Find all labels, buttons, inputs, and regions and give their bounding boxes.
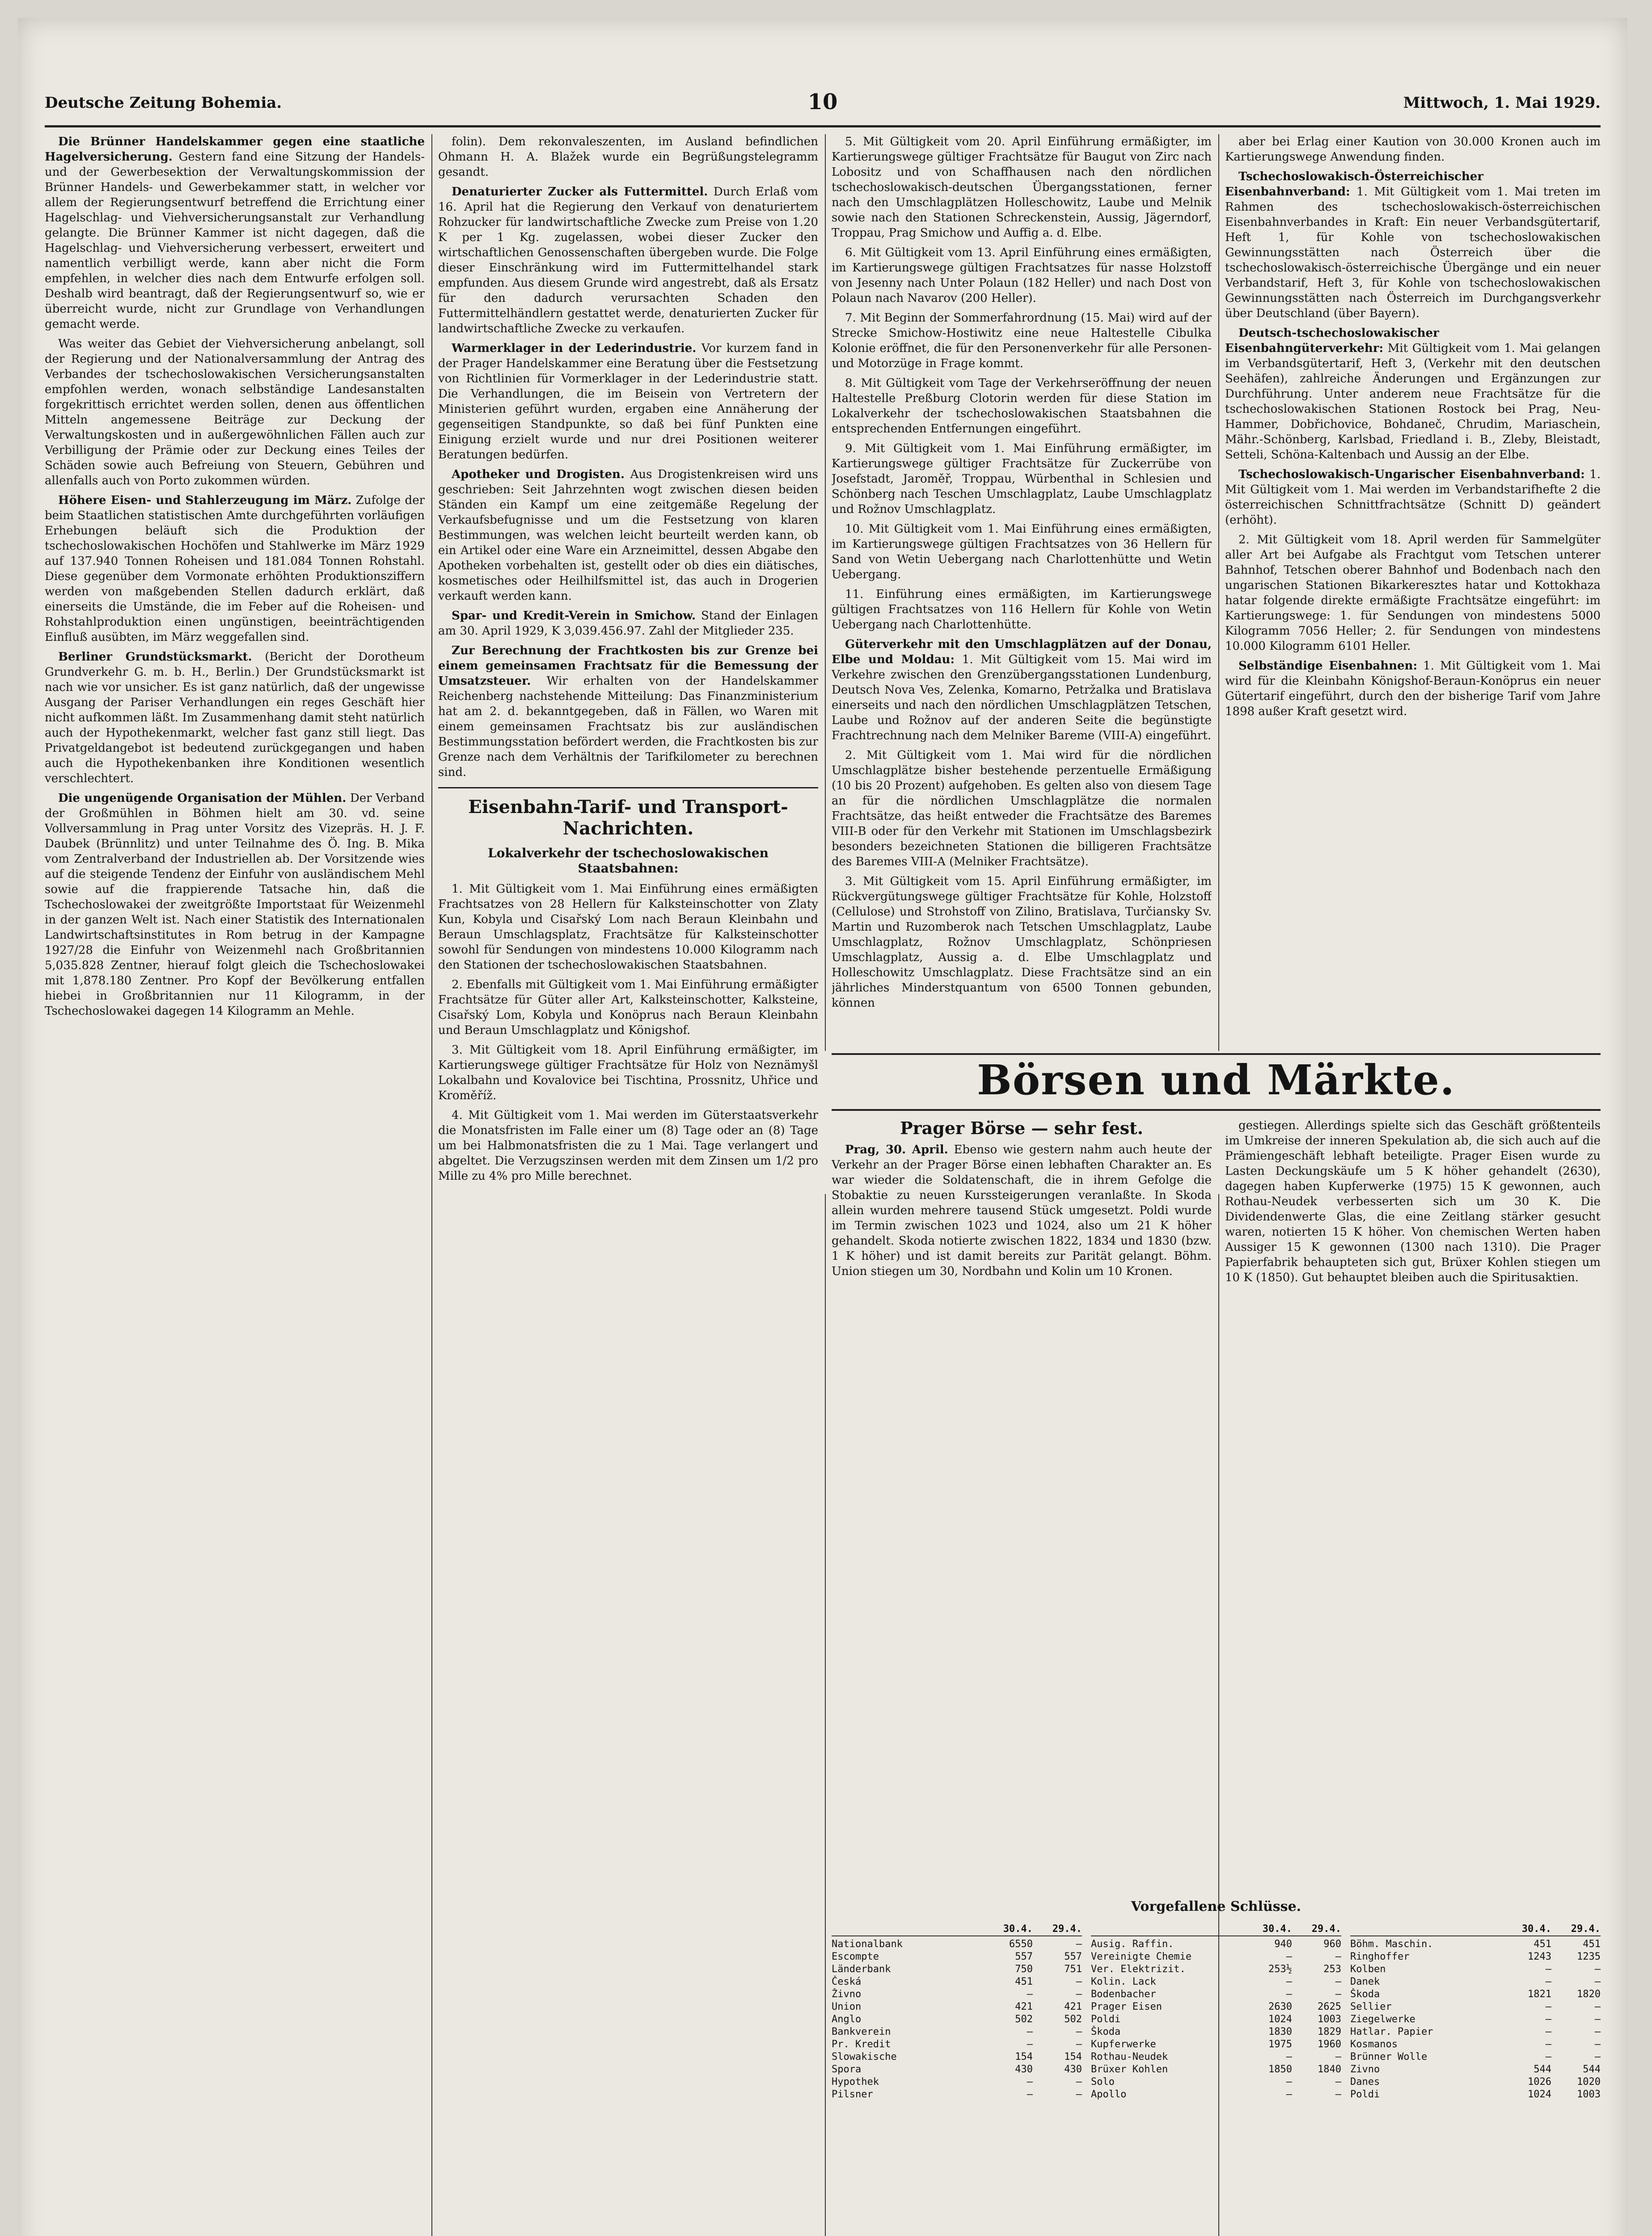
- market-report-right: [1225, 1118, 1601, 1887]
- stock-name: Danes: [1350, 2076, 1380, 2088]
- date-header: 29.4.: [1311, 1923, 1341, 1935]
- stock-price: 253½: [1268, 1964, 1292, 1975]
- stock-header: [1091, 1923, 1341, 1936]
- stock-name: Škoda: [1091, 2026, 1121, 2037]
- stock-name: Pr. Kredit: [832, 2039, 891, 2050]
- article-text: Der Verband der Großmühlen in Böhmen hielt am 30. vd. seine Vollversammlung in Prag unter Vorsitz des Vizepräs. H. J. F. Daubek (Brünnlitz) und unter Teilnahme des Ö. Ing. B. Mika vom Zentralverband der Industriellen ab. Der Vorsitzende wies auf die steigende Tendenz der Einfuhr von ausländischem Mehl sowie auf die frappierende Tatsache hin, daß die Tschechoslowakei der zweitgrößte Importstaat für Weizenmehl in der ganzen Welt ist. Nach einer Statistik des Internationalen Landwirtschaftsinstitutes in Rom betrug in der Kampagne 1927/28 die Einfuhr von Weizenmehl nach Großbritannien 5,035.828 Zentner, hierauf folgt gleich die Tschechoslowakei mit 1,878.180 Zentner. Pro Kopf der Bevölkerung entfallen hiebei in Großbritannien nur 11 Kilogramm, in der Tschechoslowakei dagegen 14 Kilogramm an Mehle.: [45, 792, 425, 1018]
- market-report-left: [832, 1118, 1212, 1887]
- stock-header: [1350, 1923, 1601, 1936]
- article-headline: Die Brünner Handelskammer gegen eine staatliche Hagelversicherung.: [45, 135, 425, 164]
- stock-name: Nationalbank: [832, 1939, 903, 1950]
- stock-price: 1821: [1528, 1989, 1551, 2000]
- column-1: [45, 134, 425, 2236]
- stock-row: [1350, 2026, 1601, 2038]
- stock-name: Bankverein: [832, 2026, 891, 2037]
- stock-price: —: [1545, 2014, 1551, 2025]
- article-paragraph: [438, 134, 818, 180]
- stock-row: [832, 1938, 1082, 1951]
- stock-name: Ausig. Raffin.: [1091, 1939, 1174, 1950]
- article-text: Gestern fand eine Sitzung der Handels- und der Gewerbesektion der Verwaltungskommission der Brünner Handels- und Gewerbekammer statt, in welcher vor allem der Regierungsentwurf betreffend die Errichtung einer Hagelschlag- und Viehversicherungsanstalt zur Verhandlung gelangte. Die Brünner Kammer ist nicht dagegen, daß die Hagelschlag- und Viehversicherung verbessert, erweitert und namentlich verbilligt werde, kann aber nicht die Form empfehlen, in welcher dies nach dem Entwurfe erfolgen soll. Deshalb wird beantragt, daß der Regierungsentwurf so, wie er überreicht wurde, nicht zur Grundlage von Verhandlungen gemacht werde.: [45, 150, 425, 331]
- banner-rule: [832, 1109, 1601, 1111]
- stock-row: [1350, 2038, 1601, 2051]
- stock-name: Brünner Wolle: [1350, 2051, 1428, 2062]
- stock-price: 502: [1015, 2014, 1033, 2025]
- article-text: aber bei Erlag einer Kaution von 30.000 Kronen auch im Kartierungswege Anwendung finden.: [1225, 135, 1601, 164]
- stock-price: —: [1027, 2026, 1033, 2037]
- article-text: Stand der Einlagen am 30. April 1929, K 3,039.456.97. Zahl der Mitglieder 235.: [438, 609, 818, 638]
- stock-price: 544: [1583, 2064, 1601, 2075]
- article-paragraph: [832, 441, 1212, 517]
- newspaper-name: Deutsche Zeitung Bohemia.: [45, 94, 282, 112]
- stock-name: Kolben: [1350, 1964, 1386, 1975]
- stock-header: [832, 1923, 1082, 1936]
- article-headline: Selbständige Eisenbahnen:: [1238, 659, 1418, 673]
- stock-row: [1350, 1951, 1601, 1963]
- article-paragraph: [438, 881, 818, 973]
- stock-name: Hatlar. Papier: [1350, 2026, 1433, 2037]
- stock-row: [1350, 2088, 1601, 2101]
- stock-name: Vereinigte Chemie: [1091, 1951, 1192, 1962]
- stock-price: —: [1076, 2076, 1082, 2088]
- stock-row: [1350, 1988, 1601, 2001]
- stock-price: —: [1286, 1951, 1292, 1962]
- stock-price: —: [1027, 1989, 1033, 2000]
- article-headline: Deutsch-tschechoslowakischer Eisenbahngüterverkehr:: [1225, 326, 1439, 355]
- stock-price: —: [1335, 2051, 1341, 2062]
- article-text: Mit Gültigkeit vom 1. Mai gelangen im Verbandsgütertarif, Heft 3, (Verkehr mit den deutschen Seehäfen), zahlreiche Änderungen und Ergänzungen zur Durchführung. Unter anderem neue Frachtsätze für die tschechoslowakischen Stationen Rostock bei Prag, Neu-Hammer, Dobřichovice, Bohdaneč, Chrudim, Mariaschein, Mähr.-Schönberg, Karlsbad, Friedland i. B., Zleby, Bleistadt, Setteli, Schöna-Kaltenbach und Aussig an der Elbe.: [1225, 342, 1601, 462]
- stock-row: [1091, 2026, 1341, 2038]
- article-paragraph: [438, 1108, 818, 1184]
- article-paragraph: [45, 336, 425, 488]
- stock-name: Poldi: [1091, 2014, 1121, 2025]
- stock-price: 1003: [1318, 2014, 1341, 2025]
- stock-name: Ver. Elektrizit.: [1091, 1964, 1186, 1975]
- article-paragraph: [1225, 1118, 1601, 1285]
- stock-price: 1829: [1318, 2026, 1341, 2037]
- newspaper-page: [18, 18, 1627, 2236]
- stock-price: —: [1335, 1976, 1341, 1987]
- article-headline: Güterverkehr mit den Umschlagplätzen auf der Donau, Elbe und Moldau:: [832, 638, 1212, 666]
- article-text: Durch Erlaß vom 16. April hat die Regierung den Verkauf von denaturiertem Rohzucker für landwirtschaftliche Zwecke zum Preise von 1.20 K per 1 Kg. zugelassen, wobei dieser Zucker den wirtschaftlichen Genossenschaften übergeben wurde. Die Folge dieser Einschränkung wird im Futtermittelhandel stark empfunden. Aus diesem Grunde wird angestrebt, daß als Ersatz für den dadurch verursachten Schaden den Futtermittelhändlern gestattet werde, denaturierten Zucker für landwirtschaftliche Zwecke zu verkaufen.: [438, 185, 818, 335]
- article-text: 3. Mit Gültigkeit vom 15. April Einführung ermäßigter, im Rückvergütungswege gültiger Frachtsätze für Kohle, Holzstoff (Cellulose) und Strohstoff von Zilino, Bratislava, Turčiansky Sv. Martin und Ruzomberok nach Tetschen Umschlagplatz, Laube Umschlagplatz, Rožnov Umschlagplatz, Schönpriesen Umschlagplatz, Aussig a. d. Elbe Umschlagplatz und Holleschowitz Umschlagplatz. Diese Frachtsätze sind an ein jährliches Minderstquantum von 6500 Tonnen gebunden, können: [832, 875, 1212, 1010]
- section-title: Eisenbahn-Tarif- und Transport-Nachrichten.: [468, 796, 788, 839]
- stock-price: —: [1335, 2089, 1341, 2100]
- stock-row: [1350, 1938, 1601, 1951]
- stock-price: 1960: [1318, 2039, 1341, 2050]
- stock-price: —: [1286, 2076, 1292, 2088]
- article-paragraph: [832, 874, 1212, 1011]
- stock-price: —: [1594, 2051, 1601, 2062]
- article-text: Vor kurzem fand in der Prager Handelskammer eine Beratung über die Festsetzung von Richtlinien für Vormerklager in der Lederindustrie statt. Die Verhandlungen, die im Beisein von Vertretern der Ministerien geführt wurden, ergaben eine Annäherung der gegenseitigen Standpunkte, so daß bei fünf Punkten eine Einigung erzielt wurde und nur drei Positionen weiterer Beratungen bedürfen.: [438, 342, 818, 462]
- stock-name: Ziegelwerke: [1350, 2014, 1415, 2025]
- stock-price: —: [1076, 1976, 1082, 1987]
- article-text: 8. Mit Gültigkeit vom Tage der Verkehrseröffnung der neuen Haltestelle Preßburg Clotorin werden für diese Station im Lokalverkehr der tschechoslowakischen Staatsbahnen die entsprechenden Entfernungen eingeführt.: [832, 377, 1212, 436]
- article-paragraph: [45, 493, 425, 645]
- stock-price: —: [1335, 1989, 1341, 2000]
- stock-price: —: [1076, 1989, 1082, 2000]
- stock-price: 1850: [1268, 2064, 1292, 2075]
- article-paragraph: [832, 245, 1212, 306]
- banner-rule: [832, 1053, 1601, 1055]
- stock-price: 1024: [1268, 2014, 1292, 2025]
- stock-name: Škoda: [1350, 1989, 1380, 2000]
- section-subtitle: Lokalverkehr der tschechoslowakischen Staatsbahnen:: [487, 846, 769, 876]
- page-number: 10: [807, 89, 838, 114]
- stock-price: 544: [1534, 2064, 1551, 2075]
- stock-price: 1243: [1528, 1951, 1551, 1962]
- stock-price: 2625: [1318, 2001, 1341, 2012]
- stock-price: —: [1027, 2089, 1033, 2100]
- article-paragraph: [1225, 134, 1601, 165]
- stock-price: 1026: [1528, 2076, 1551, 2088]
- article-text: 9. Mit Gültigkeit vom 1. Mai Einführung ermäßigter, im Kartierungswege gültiger Frachtsätze für Zuckerrübe von Josefstadt, Jaroměř, Troppau, Würbenthal in Schlesien und Schönberg nach Teschen Umschlagplatz, Laube Umschlagplatz und Rožnov Umschlagplatz.: [832, 442, 1212, 516]
- stock-row: [1350, 2063, 1601, 2076]
- stock-price: 154: [1015, 2051, 1033, 2062]
- date-header: 29.4.: [1571, 1923, 1601, 1935]
- stock-price: 960: [1323, 1939, 1341, 1950]
- article-text: Wir erhalten von der Handelskammer Reichenberg nachstehende Mitteilung: Das Finanzministerium hat am 2. d. bekanntgegeben, daß in Fällen, wo Waren mit einem gemeinsamen Frachtsatz bis zur ausländischen Bestimmungsstation befördert werden, die Frachtkosten bis zur Grenze nach dem Verhältnis der Tarifkilometer zu berechnen sind.: [438, 674, 818, 779]
- stock-price: 1020: [1577, 2076, 1601, 2088]
- stock-name: Bodenbacher: [1091, 1989, 1156, 2000]
- stock-price: —: [1545, 1976, 1551, 1987]
- stock-name: Živno: [832, 1989, 862, 2000]
- article-text: Was weiter das Gebiet der Viehversicherung anbelangt, soll der Regierung und der Nationalversammlung der Antrag des Verbandes der tschechoslowakischen Versicherungsanstalten empfohlen werden, wonach selbständige Landesanstalten forgekrittisch errichtet werden sollen, denen aus öffentlichen Mitteln angemessene Beiträge zur Deckung der Verwaltungskosten und in außergewöhnlichen Fällen auch zur Verbilligung der Prämie oder zur Deckung eines Teiles der Schäden sowie auch Befreiung von Steuern, Gebühren und allenfalls auch von Porto zukommen würden.: [45, 337, 425, 487]
- stock-row: [1091, 2051, 1341, 2063]
- stock-name: Kosmanos: [1350, 2039, 1398, 2050]
- article-text: 11. Einführung eines ermäßigten, im Kartierungswege gültigen Frachtsatzes von 116 Hellern für Kohle von Wetin Uebergang nach Charlottenhütte.: [832, 588, 1212, 631]
- stock-price: 2630: [1268, 2001, 1292, 2012]
- article-headline: Tschechoslowakisch-Österreichischer Eisenbahnverband:: [1225, 170, 1483, 199]
- article-paragraph: [1225, 467, 1601, 528]
- stock-price: —: [1594, 1964, 1601, 1975]
- market-headline: Prager Börse — sehr fest.: [900, 1118, 1143, 1138]
- stock-name: Anglo: [832, 2014, 862, 2025]
- stock-price: 154: [1064, 2051, 1082, 2062]
- article-paragraph: [832, 637, 1212, 743]
- stock-row: [832, 2001, 1082, 2013]
- section-banner: Börsen und Märkte.: [977, 1056, 1455, 1104]
- stock-name: Sellier: [1350, 2001, 1392, 2012]
- column-4: [1225, 134, 1601, 1046]
- stock-header-blank: [1350, 1923, 1502, 1935]
- stock-name: Solo: [1091, 2076, 1115, 2088]
- stock-name: Hypothek: [832, 2076, 879, 2088]
- article-headline: Denaturierter Zucker als Futtermittel.: [452, 185, 708, 199]
- stock-price: —: [1076, 2026, 1082, 2037]
- column-rule: [431, 134, 432, 2236]
- article-text: 5. Mit Gültigkeit vom 20. April Einführung ermäßigter, im Kartierungswege gültiger Frachtsätze für Baugut von Zirc nach Lobositz und von Schaffhausen nach den nördlichen tschechoslowakisch-deutschen Übergangsstationen, ferner nach den Umschlagplätzen Holleschowitz, Laube und Melnik sowie nach den Stationen Schreckenstein, Aussig, Jägerndorf, Troppau, Prag Smichow und Auffig a. d. Elbe.: [832, 135, 1212, 240]
- stock-price: —: [1286, 1976, 1292, 1987]
- stock-price: 557: [1015, 1951, 1033, 1962]
- article-text: 7. Mit Beginn der Sommerfahrordnung (15. Mai) wird auf der Strecke Smichow-Hostiwitz eine neue Haltestelle Cibulka Kolonie eröffnet, die für den Personenverkehr für alle Personen- und Motorzüge in Frage kommt.: [832, 311, 1212, 370]
- stock-price: —: [1594, 2026, 1601, 2037]
- article-paragraph: [438, 1042, 818, 1103]
- article-paragraph: [832, 376, 1212, 436]
- column-rule: [825, 1194, 826, 2236]
- stock-price: 421: [1015, 2001, 1033, 2012]
- stock-row: [832, 2076, 1082, 2088]
- article-paragraph: [832, 748, 1212, 869]
- section-divider: [438, 787, 818, 788]
- stock-price: —: [1335, 2076, 1341, 2088]
- stock-price: 1840: [1318, 2064, 1341, 2075]
- stock-row: [832, 2051, 1082, 2063]
- stock-table: [832, 1901, 1601, 2236]
- article-text: 10. Mit Gültigkeit vom 1. Mai Einführung eines ermäßigten, im Kartierungswege gültigen Frachtsatzes von 36 Hellern für Sand von Wetin Uebergang nach Charlottenhütte und Wetin Uebergang.: [832, 522, 1212, 581]
- stock-row: [1350, 1976, 1601, 1988]
- stock-header-blank: [1091, 1923, 1243, 1935]
- stock-price: —: [1545, 2051, 1551, 2062]
- stock-row: [832, 2063, 1082, 2076]
- article-text: Zufolge der beim Staatlichen statistischen Amte durchgeführten vorläufigen Erhebungen beläuft sich die Produktion der tschechoslowakischen Hochöfen und Stahlwerke im März 1929 auf 137.940 Tonnen Roheisen und 181.084 Tonnen Rohstahl. Diese gegenüber dem Vormonate erhöhten Produktionsziffern werden von maßgebenden Stellen dadurch erklärt, daß einerseits die Umstände, die im Feber auf die Roheisen- und Rohstahlproduktion einen ungünstigen, beeinträchtigenden Einfluß ausübten, im März weggefallen sind.: [45, 494, 425, 644]
- stock-price: 451: [1534, 1939, 1551, 1950]
- article-paragraph: [832, 587, 1212, 632]
- stock-name: Slowakische: [832, 2051, 897, 2062]
- stock-price: —: [1076, 1939, 1082, 1950]
- stock-price: —: [1286, 2051, 1292, 2062]
- article-paragraph: [1225, 326, 1601, 462]
- article-headline: Die ungenügende Organisation der Mühlen.: [58, 792, 346, 805]
- article-paragraph: [438, 608, 818, 639]
- article-paragraph: [438, 184, 818, 336]
- stock-column: [832, 1923, 1082, 2101]
- article-headline: Tschechoslowakisch-Ungarischer Eisenbahnverband:: [1238, 468, 1585, 481]
- article-headline: Zur Berechnung der Frachtkosten bis zur Grenze bei einem gemeinsamen Frachtsatz für die Bemessung der Umsatzsteuer.: [438, 644, 818, 688]
- stock-row: [832, 1951, 1082, 1963]
- date-header: 29.4.: [1052, 1923, 1082, 1935]
- article-paragraph: [1225, 532, 1601, 654]
- stock-price: 1975: [1268, 2039, 1292, 2050]
- stock-name: Pilsner: [832, 2089, 873, 2100]
- stock-name: Apollo: [1091, 2089, 1127, 2100]
- stock-price: 430: [1064, 2064, 1082, 2075]
- stock-price: 1024: [1528, 2089, 1551, 2100]
- article-headline: Warmerklager in der Lederindustrie.: [452, 342, 697, 355]
- stock-row: [1091, 2013, 1341, 2026]
- stock-price: 1235: [1577, 1951, 1601, 1962]
- stock-row: [1091, 1976, 1341, 1988]
- stock-price: —: [1076, 2039, 1082, 2050]
- stock-name: Ringhoffer: [1350, 1951, 1410, 1962]
- column-rule: [1218, 134, 1219, 1051]
- stock-price: —: [1335, 1951, 1341, 1962]
- date-header: 30.4.: [1003, 1923, 1033, 1935]
- stock-price: —: [1545, 1964, 1551, 1975]
- stock-row: [1091, 2076, 1341, 2088]
- stock-price: —: [1076, 2089, 1082, 2100]
- stock-table-title: Vorgefallene Schlüsse.: [1131, 1901, 1301, 1914]
- article-text: 2. Ebenfalls mit Gültigkeit vom 1. Mai Einführung ermäßigter Frachtsätze für Güter aller Art, Kalksteinschotter, Kalksteine, Cisařský Lom, Kobyla und Konöprus nach Beraun Kleinbahn und Beraun Umschlagplatz und Königshof.: [438, 978, 818, 1037]
- article-text: Ebenso wie gestern nahm auch heute der Verkehr an der Prager Börse einen lebhaften Charakter an. Es war wieder die Soldatenschaft, die in ihrem Gefolge die Stobaktie zu neuen Kurssteigerungen veranlaßte. In Skoda allein wurden mehrere tausend Stück umgesetzt. Poldi wurde im Termin zwischen 1023 und 1024, also um 21 K höher gehandelt. Skoda notierte zwischen 1822, 1834 und 1830 (bzw. 1 K höher) und ist damit bereits zur Parität gelangt. Böhm. Union stiegen um 30, Nordbahn und Kolin um 10 Kronen.: [832, 1143, 1212, 1278]
- article-text: 1. Mit Gültigkeit vom 1. Mai werden im Verbandstarifhefte 2 die österreichischen Schnittfrachtsätze (Schnitt D) geändert (erhöht).: [1225, 468, 1601, 527]
- stock-price: —: [1594, 1976, 1601, 1987]
- stock-row: [832, 1976, 1082, 1988]
- stock-row: [1350, 2051, 1601, 2063]
- stock-name: Länderbank: [832, 1964, 891, 1975]
- article-paragraph: [438, 643, 818, 780]
- article-text: 6. Mit Gültigkeit vom 13. April Einführung eines ermäßigten, im Kartierungswege gültigen Frachtsatzes für nasse Holzstoff von Jesenny nach Unter Polaun (182 Heller) und nach Dost von Polaun nach Navarov (200 Heller).: [832, 246, 1212, 305]
- stock-price: 430: [1015, 2064, 1033, 2075]
- article-paragraph: [45, 791, 425, 1019]
- article-paragraph: [438, 977, 818, 1038]
- stock-price: —: [1286, 2089, 1292, 2100]
- stock-row: [832, 2088, 1082, 2101]
- stock-row: [832, 2026, 1082, 2038]
- stock-row: [1091, 2088, 1341, 2101]
- stock-row: [1350, 2013, 1601, 2026]
- article-text: 1. Mit Gültigkeit vom 1. Mai treten im Rahmen des tschechoslowakisch-österreichischen Eisenbahnverbandes in Kraft: Ein neuer Verbandsgütertarif, Heft 1, für Kohle von tschechoslowakischen Gewinnungsstätten nach Österreich über die tschechoslowakisch-österreichische Übergänge und ein neuer Verbandstarif, Heft 3, für Kohle von tschechoslowakischen Gewinnungsstätten nach Österreich im Durchgangsverkehr über Deutschland (über Bayern).: [1225, 185, 1601, 320]
- stock-price: 751: [1064, 1964, 1082, 1975]
- stock-price: 1830: [1268, 2026, 1292, 2037]
- stock-name: Prager Eisen: [1091, 2001, 1162, 2012]
- date-header: 30.4.: [1521, 1923, 1551, 1935]
- stock-row: [832, 1963, 1082, 1976]
- article-text: 1. Mit Gültigkeit vom 1. Mai Einführung eines ermäßigten Frachtsatzes von 28 Hellern für Kalksteinschotter von Zlaty Kun, Kobyla und Cisařský Lom nach Beraun Kleinbahn und Beraun Umschlagsplatz, Frachtsätze für Kalksteinschotter sowohl für Sendungen von mindestens 10.000 Kilogramm nach den Stationen der tschechoslowakischen Staatsbahnen.: [438, 882, 818, 972]
- stock-row: [1350, 1963, 1601, 1976]
- stock-price: —: [1545, 2001, 1551, 2012]
- stock-price: —: [1594, 2014, 1601, 2025]
- stock-row: [1091, 2001, 1341, 2013]
- stock-name: Union: [832, 2001, 862, 2012]
- stock-price: 421: [1064, 2001, 1082, 2012]
- stock-name: Spora: [832, 2064, 862, 2075]
- stock-price: 940: [1274, 1939, 1292, 1950]
- stock-row: [1091, 1988, 1341, 2001]
- article-paragraph: [438, 467, 818, 604]
- article-text: 2. Mit Gültigkeit vom 1. Mai wird für die nördlichen Umschlagplätze bisher bestehende perzentuelle Ermäßigung (10 bis 20 Prozent) aufgehoben. Es gelten also von diesem Tage an für die nördlichen Umschlagplätze die normalen Frachtsätze, das heißt entweder die Frachtsätze des Baremes VIII-B oder für den Verkehr mit Stationen im Umschlagsbezirk besonders bezeichneten Stationen die billigeren Frachtsätze des Baremes VIII-A (Melniker Frachtsätze).: [832, 749, 1212, 868]
- stock-price: —: [1594, 2001, 1601, 2012]
- article-headline: Spar- und Kredit-Verein in Smichow.: [452, 609, 696, 623]
- column-2: [438, 134, 818, 2236]
- stock-price: 557: [1064, 1951, 1082, 1962]
- article-paragraph: [832, 1142, 1212, 1279]
- stock-price: —: [1027, 2076, 1033, 2088]
- stock-price: —: [1594, 2039, 1601, 2050]
- stock-row: [1091, 2063, 1341, 2076]
- stock-row: [1350, 2076, 1601, 2088]
- article-headline: Berliner Grundstücksmarkt.: [58, 650, 252, 664]
- article-paragraph: [832, 134, 1212, 241]
- stock-price: 1003: [1577, 2089, 1601, 2100]
- article-paragraph: [832, 521, 1212, 582]
- stock-row: [1091, 1963, 1341, 1976]
- article-text: gestiegen. Allerdings spielte sich das Geschäft größtenteils im Umkreise der inneren Spekulation ab, die sich auch auf die Prämiengeschäft lebhaft beteiligte. Prager Eisen wurde zu Lasten Deckungskäufe um 5 K höher gehandelt (2630), dagegen haben Kupferwerke (1975) 15 K gewonnen, auch Rothau-Neudek verbesserten sich um 30 K. Die Dividendenwerte Glas, die eine Zeitlang stärker gesucht waren, notierten 15 K höher. Von chemischen Werten haben Aussiger 15 K gewonnen (1300 nach 1310). Die Prager Papierfabrik behaupteten sich gut, Brüxer Kohlen stiegen um 10 K (1850). Gut behauptet bleiben auch die Spiritusaktien.: [1225, 1119, 1601, 1284]
- stock-column: [1091, 1923, 1341, 2101]
- article-headline: Höhere Eisen- und Stahlerzeugung im März.: [58, 494, 352, 507]
- article-paragraph: [832, 310, 1212, 371]
- stock-column: [1350, 1923, 1601, 2101]
- stock-row: [832, 2038, 1082, 2051]
- stock-price: 1820: [1577, 1989, 1601, 2000]
- stock-row: [1091, 1951, 1341, 1963]
- article-text: 1. Mit Gültigkeit vom 1. Mai wird für die Kleinbahn Königshof-Beraun-Konöprus ein neuer Gütertarif eingeführt, durch den der bisherige Tarif vom Jahre 1898 außer Kraft gesetzt wird.: [1225, 659, 1601, 718]
- issue-date: Mittwoch, 1. Mai 1929.: [1403, 94, 1601, 112]
- stock-name: Zivno: [1350, 2064, 1380, 2075]
- article-paragraph: [1225, 658, 1601, 719]
- stock-price: 502: [1064, 2014, 1082, 2025]
- article-text: 2. Mit Gültigkeit vom 18. April werden für Sammelgüter aller Art bei Aufgabe als Frachtgut vom Tetschen unterer Bahnhof, Tetschen oberer Bahnhof und Bodenbach nach den ungarischen Stationen Bikarkeresztes hatar und Kottokhaza hatar folgende direkte ermäßigte Frachtsätze eingeführt: im Kartierungswege: 1. für Sendungen von mindestens 5000 Kilogramm 7056 Heller; 2. für Sendungen von mindestens 10.000 Kilogramm 6101 Heller.: [1225, 533, 1601, 653]
- article-paragraph: [438, 341, 818, 462]
- stock-name: Poldi: [1350, 2089, 1380, 2100]
- stock-header-blank: [832, 1923, 984, 1935]
- stock-name: Kupferwerke: [1091, 2039, 1156, 2050]
- masthead: [45, 89, 1601, 127]
- column-3: [832, 134, 1212, 1046]
- stock-name: Böhm. Maschin.: [1350, 1939, 1433, 1950]
- stock-name: Kolin. Lack: [1091, 1976, 1156, 1987]
- article-text: 3. Mit Gültigkeit vom 18. April Einführung ermäßigter, im Kartierungswege gültiger Frachtsätze für Holz von Neznämyšl Lokalbahn und Kovalovice bei Tischtina, Prossnitz, Uhřice und Kroměříž.: [438, 1043, 818, 1102]
- article-headline: Apotheker und Drogisten.: [452, 468, 625, 481]
- stock-price: —: [1027, 2039, 1033, 2050]
- stock-price: 6550: [1009, 1939, 1033, 1950]
- article-text: folin). Dem rekonvaleszenten, im Ausland befindlichen Ohmann H. A. Blažek wurde ein Begrüßungstelegramm gesandt.: [438, 135, 818, 179]
- stock-price: 451: [1015, 1976, 1033, 1987]
- stock-row: [1091, 1938, 1341, 1951]
- stock-price: —: [1545, 2039, 1551, 2050]
- stock-price: —: [1286, 1989, 1292, 2000]
- stock-name: Danek: [1350, 1976, 1380, 1987]
- article-paragraph: [1225, 169, 1601, 321]
- article-paragraph: [45, 649, 425, 786]
- column-rule: [825, 134, 826, 1051]
- stock-price: 750: [1015, 1964, 1033, 1975]
- stock-name: Brüxer Kohlen: [1091, 2064, 1168, 2075]
- stock-price: 253: [1323, 1964, 1341, 1975]
- stock-row: [832, 1988, 1082, 2001]
- stock-price: 451: [1583, 1939, 1601, 1950]
- stock-price: —: [1545, 2026, 1551, 2037]
- article-text: 1. Mit Gültigkeit vom 15. Mai wird im Verkehre zwischen den Grenzübergangsstationen Lundenburg, Deutsch Nova Ves, Zelenka, Komarno, Petržalka und Bratislava einerseits und nach den nördlichen Umschlagplätzen Tetschen, Laube und Rožnov auf der anderen Seite die begünstigte Frachtrechnung nach dem Melniker Bareme (VIII-A) eingeführt.: [832, 653, 1212, 742]
- stock-name: Rothau-Neudek: [1091, 2051, 1168, 2062]
- article-text: (Bericht der Dorotheum Grundverkehr G. m. b. H., Berlin.) Der Grundstücksmarkt ist nach wie vor unsicher. Es ist ganz natürlich, daß der ungewisse Ausgang der Pariser Verhandlungen ein reges Geschäft hier nicht aufkommen läßt. Im Zusammenhang damit steht natürlich auch der Hypothekenmarkt, welcher fast ganz still liegt. Das Privatgeldangebot ist bedeutend zurückgegangen und haben auch die Hypothekenbanken ihre Konditionen wesentlich verschlechtert.: [45, 650, 425, 785]
- stock-row: [1350, 2001, 1601, 2013]
- article-headline: Prag, 30. April.: [845, 1143, 948, 1156]
- article-text: Aus Drogistenkreisen wird uns geschrieben: Seit Jahrzehnten wogt zwischen diesen beiden Ständen ein Kampf um eine zeitgemäße Regelung der Verkaufsbefugnisse und um die Festsetzung von klaren Bestimmungen, was welchen leicht beurteilt werden kann, ob ein Artikel oder eine Ware ein Arzneimittel, dessen Abgabe den Apotheken vorbehalten ist, gestellt oder ob dies ein diätisches, kosmetisches oder Heilhilfsmittel ist, das auch in Drogerien verkauft werden kann.: [438, 468, 818, 603]
- article-paragraph: [45, 134, 425, 332]
- stock-row: [832, 2013, 1082, 2026]
- article-text: 4. Mit Gültigkeit vom 1. Mai werden im Güterstaatsverkehr die Monatsfristen im Falle einer um (8) Tage oder an (8) Tage um bei Halbmonatsfristen die zu 1 Mai. Tage verlangert und abgeltet. Die Verzugszinsen werden mit dem Zinsen um 1/2 pro Mille zu 4% pro Mille berechnet.: [438, 1109, 818, 1183]
- columns: [45, 134, 1601, 2236]
- date-header: 30.4.: [1262, 1923, 1292, 1935]
- stock-row: [1091, 2038, 1341, 2051]
- stock-name: Česká: [832, 1976, 862, 1987]
- stock-name: Escompte: [832, 1951, 879, 1962]
